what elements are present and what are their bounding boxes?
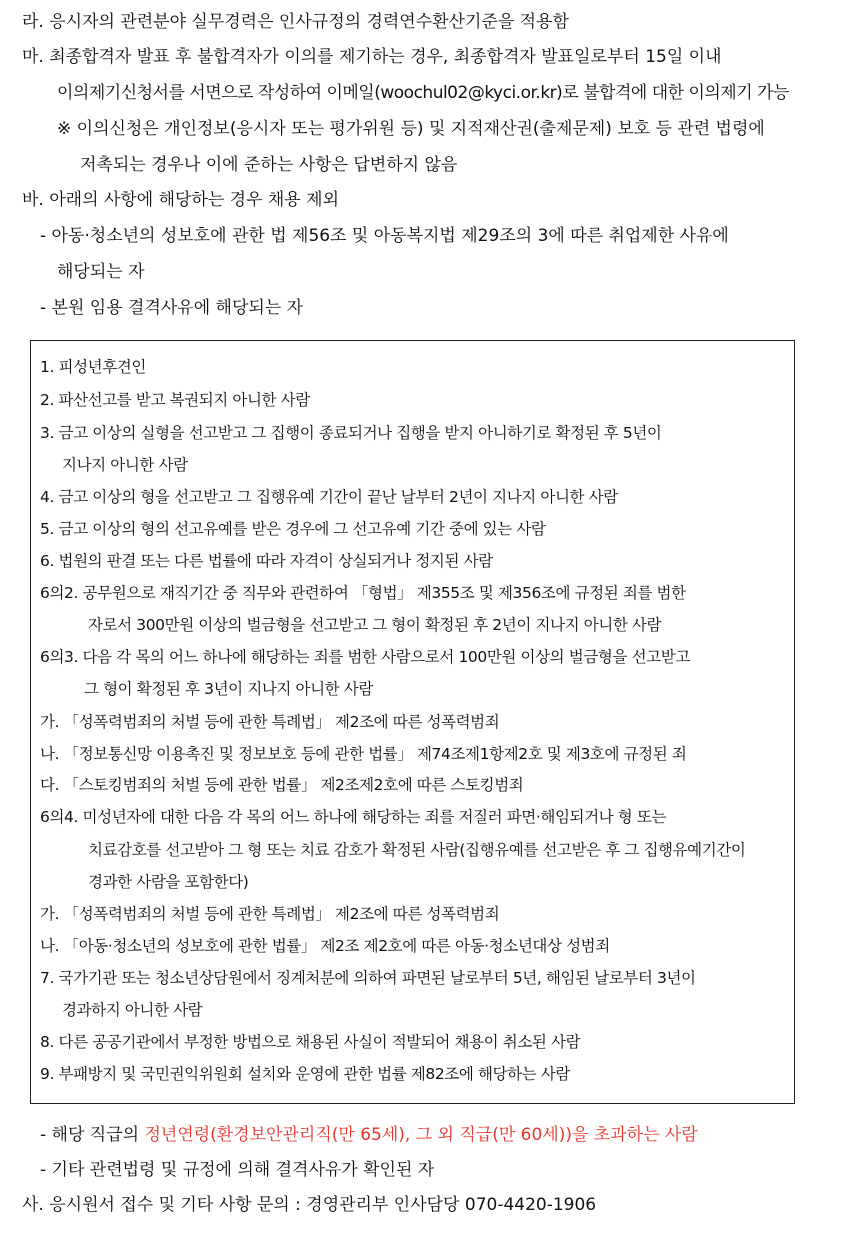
box-line: 6의3. 다음 각 목의 어느 하나에 해당하는 죄를 범한 사람으로서 100만원 이상의 벌금형을 선고받고 xyxy=(40,648,690,666)
item-ma-cont: 이의제기신청서를 서면으로 작성하여 이메일(woochul02@kyci.or.kr)로 불합격에 대한 이의제기 가능 xyxy=(57,83,789,103)
contact-info: 사. 응시원서 접수 및 기타 사항 문의 : 경영관리부 인사담당 070-4420-1906 xyxy=(22,1195,597,1215)
box-line: 9. 부패방지 및 국민권익위원회 설치와 운영에 관한 법률 제82조에 해당하는 사람 xyxy=(40,1065,570,1083)
box-line: 7. 국가기관 또는 청소년상담원에서 징계처분에 의하여 파면된 날로부터 5년, 해임된 날로부터 3년이 xyxy=(40,969,696,987)
box-line: 나. 「아동·청소년의 성보호에 관한 법률」 제2조 제2호에 따른 아동·청소년대상 성범죄 xyxy=(40,937,610,955)
box-line: 경과한 사람을 포함한다) xyxy=(88,873,249,891)
box-line: 6의4. 미성년자에 대한 다음 각 목의 어느 하나에 해당하는 죄를 저질러 파면·해임되거나 형 또는 xyxy=(40,808,667,826)
note-objection-cont: 저촉되는 경우나 이에 준하는 사항은 답변하지 않음 xyxy=(80,155,458,175)
box-line: 경과하지 아니한 사람 xyxy=(62,1001,203,1019)
age-limit-prefix: - 해당 직급의 xyxy=(40,1125,145,1145)
box-line: 6의2. 공무원으로 재직기간 중 직무와 관련하여 「형법」 제355조 및 제356조에 규정된 죄를 범한 xyxy=(40,584,686,602)
box-line: 2. 파산선고를 받고 복권되지 아니한 사람 xyxy=(40,391,310,409)
box-line: 6. 법원의 판결 또는 다른 법률에 따라 자격이 상실되거나 정지된 사람 xyxy=(40,552,493,570)
box-line: 나. 「정보통신망 이용촉진 및 정보보호 등에 관한 법률」 제74조제1항제2호 및 제3호에 규정된 죄 xyxy=(40,745,687,763)
item-ba: 바. 아래의 사항에 해당하는 경우 채용 제외 xyxy=(22,190,340,210)
item-ba-2: - 본원 임용 결격사유에 해당되는 자 xyxy=(40,298,304,318)
box-line: 8. 다른 공공기관에서 부정한 방법으로 채용된 사실이 적발되어 채용이 취소된 사람 xyxy=(40,1033,581,1051)
item-ra: 라. 응시자의 관련분야 실무경력은 인사규정의 경력연수환산기준을 적용함 xyxy=(22,12,569,32)
box-line: 5. 금고 이상의 형의 선고유예를 받은 경우에 그 선고유예 기간 중에 있는 사람 xyxy=(40,520,546,538)
age-limit-highlight: 정년연령(환경보안관리직(만 65세), 그 외 직급(만 60세))을 초과하는 사람 xyxy=(144,1125,698,1145)
note-objection: ※ 이의신청은 개인정보(응시자 또는 평가위원 등) 및 지적재산권(출제문제) 보호 등 관련 법령에 xyxy=(57,119,765,139)
box-line: 4. 금고 이상의 형을 선고받고 그 집행유예 기간이 끝난 날부터 2년이 지나지 아니한 사람 xyxy=(40,488,618,506)
item-ba-1: - 아동·청소년의 성보호에 관한 법 제56조 및 아동복지법 제29조의 3에 따른 취업제한 사유에 xyxy=(40,226,729,246)
item-ba-1-cont: 해당되는 자 xyxy=(57,262,145,282)
box-line: 가. 「성폭력범죄의 처벌 등에 관한 특례법」 제2조에 따른 성폭력범죄 xyxy=(40,905,500,923)
age-limit-line xyxy=(40,1124,698,1146)
box-line: 지나지 아니한 사람 xyxy=(62,456,188,474)
other-disqualification: - 기타 관련법령 및 규정에 의해 결격사유가 확인된 자 xyxy=(40,1160,435,1180)
box-line: 다. 「스토킹범죄의 처벌 등에 관한 법률」 제2조제2호에 따른 스토킹범죄 xyxy=(40,776,524,794)
box-line: 치료감호를 선고받아 그 형 또는 치료 감호가 확정된 사람(집행유예를 선고받은 후 그 집행유예기간이 xyxy=(88,841,746,859)
box-line: 자로서 300만원 이상의 벌금형을 선고받고 그 형이 확정된 후 2년이 지나지 아니한 사람 xyxy=(88,616,662,634)
box-line: 1. 피성년후견인 xyxy=(40,358,146,376)
box-line: 그 형이 확정된 후 3년이 지나지 아니한 사람 xyxy=(84,680,373,698)
box-line: 가. 「성폭력범죄의 처벌 등에 관한 특례법」 제2조에 따른 성폭력범죄 xyxy=(40,713,500,731)
item-ma: 마. 최종합격자 발표 후 불합격자가 이의를 제기하는 경우, 최종합격자 발표일로부터 15일 이내 xyxy=(22,47,722,67)
box-line: 3. 금고 이상의 실형을 선고받고 그 집행이 종료되거나 집행을 받지 아니하기로 확정된 후 5년이 xyxy=(40,424,662,442)
